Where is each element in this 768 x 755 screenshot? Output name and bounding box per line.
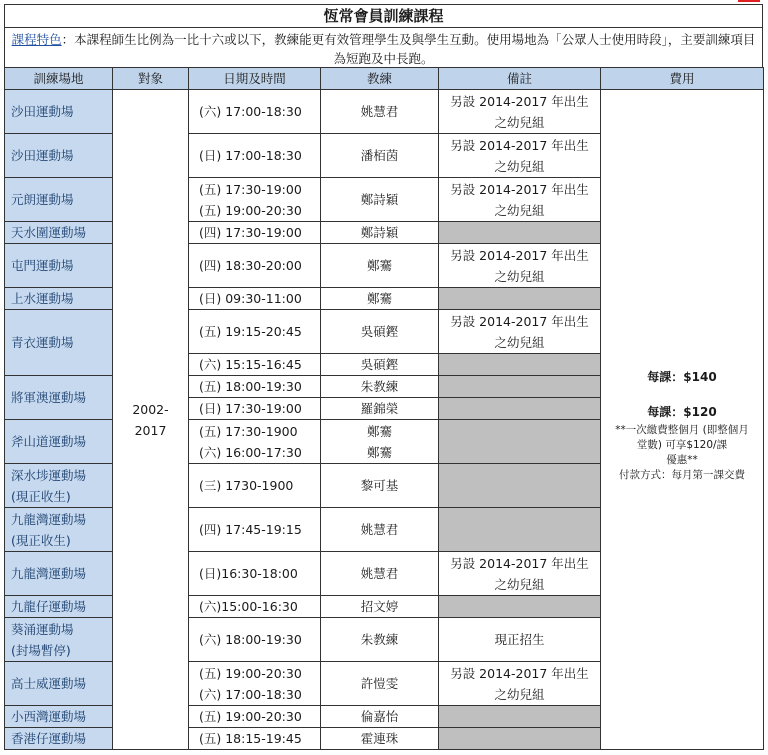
time-cell <box>189 354 321 376</box>
coach-cell <box>321 464 439 508</box>
page-title: 恆常會員訓練課程 <box>4 4 763 27</box>
venue-name: 小西灣運動場 <box>11 709 87 724</box>
time-cell <box>189 728 321 750</box>
intro-keyword: 課程特色 <box>11 32 62 47</box>
col-header-remark: 備註 <box>439 68 601 90</box>
remark-text: 之幼兒組 <box>494 334 545 350</box>
time-cell <box>189 134 321 178</box>
remark-text: 之幼兒組 <box>494 576 545 592</box>
venue-name: 斧山道運動場 <box>11 434 87 449</box>
remark-cell <box>439 134 601 178</box>
venue-name: (封場暫停) <box>11 642 71 658</box>
course-document <box>4 4 763 750</box>
session-time: (四) 17:45-19:15 <box>199 522 302 537</box>
remark-cell <box>439 244 601 288</box>
coach-cell <box>321 706 439 728</box>
fee-note: **一次繳費整個月 (即整個月 <box>615 423 749 436</box>
table-body <box>5 90 764 750</box>
venue-cell <box>5 662 113 706</box>
coach-name: 姚慧君 <box>360 522 399 537</box>
session-time: (五) 18:00-19:30 <box>199 379 302 394</box>
remark-cell <box>439 354 601 376</box>
coach-name: 吳碩鏗 <box>360 324 399 339</box>
venue-name: 九龍仔運動場 <box>11 599 87 614</box>
coach-name: 姚慧君 <box>360 104 399 119</box>
remark-text: 之幼兒組 <box>494 686 545 702</box>
venue-cell <box>5 310 113 376</box>
venue-cell <box>5 288 113 310</box>
coach-cell <box>321 618 439 662</box>
venue-cell <box>5 420 113 464</box>
col-header-venue: 訓練場地 <box>5 68 113 90</box>
venue-cell <box>5 134 113 178</box>
remark-text: 現正招生 <box>494 632 545 647</box>
remark-text: 另設 2014-2017 年出生 <box>450 181 589 197</box>
fee-cell <box>601 90 764 750</box>
time-cell <box>189 464 321 508</box>
session-time: (五) 17:30-19:00 <box>199 181 302 197</box>
venue-name: 深水埗運動場 <box>11 467 87 483</box>
remark-text: 另設 2014-2017 年出生 <box>450 665 589 681</box>
session-time: (日) 09:30-11:00 <box>199 291 302 306</box>
time-cell <box>189 222 321 244</box>
schedule-table <box>4 67 764 750</box>
coach-cell <box>321 420 439 464</box>
coach-name: 許愷雯 <box>360 676 399 691</box>
coach-name: 鄭詩穎 <box>360 192 399 207</box>
session-time: (六) 15:15-16:45 <box>199 357 302 372</box>
table-header-row <box>5 68 764 90</box>
venue-cell <box>5 552 113 596</box>
coach-cell <box>321 728 439 750</box>
venue-cell <box>5 508 113 552</box>
venue-name: (現正收生) <box>11 532 71 548</box>
coach-cell <box>321 134 439 178</box>
coach-name: 鄭騫 <box>366 258 392 273</box>
session-time: (六) 18:00-19:30 <box>199 632 302 647</box>
remark-text: 另設 2014-2017 年出生 <box>450 93 589 109</box>
time-cell <box>189 178 321 222</box>
coach-name: 鄭騫 <box>366 423 392 439</box>
time-cell <box>189 244 321 288</box>
coach-cell <box>321 90 439 134</box>
coach-name: 鄭騫 <box>366 444 392 460</box>
time-cell <box>189 552 321 596</box>
coach-name: 招文婷 <box>360 599 399 614</box>
venue-cell <box>5 90 113 134</box>
remark-text: 另設 2014-2017 年出生 <box>450 313 589 329</box>
remark-cell <box>439 90 601 134</box>
time-cell <box>189 376 321 398</box>
time-cell <box>189 508 321 552</box>
session-time: (四) 18:30-20:00 <box>199 258 302 273</box>
red-corner-mark <box>738 0 760 2</box>
coach-name: 羅錦榮 <box>360 401 399 416</box>
session-time: (五) 19:00-20:30 <box>199 202 302 218</box>
time-cell <box>189 90 321 134</box>
venue-name: 上水運動場 <box>11 291 74 306</box>
time-cell <box>189 420 321 464</box>
venue-cell <box>5 464 113 508</box>
fee-payment-note: 付款方式：每月第一課交費 <box>619 468 745 481</box>
venue-name: 九龍灣運動場 <box>11 511 87 527</box>
remark-cell <box>439 420 601 464</box>
target-years: 2017 <box>134 422 167 438</box>
coach-cell <box>321 596 439 618</box>
venue-name: 香港仔運動場 <box>11 731 87 746</box>
coach-name: 姚慧君 <box>360 566 399 581</box>
table-row <box>5 90 764 134</box>
venue-name: 青衣運動場 <box>11 335 74 350</box>
venue-name: 沙田運動場 <box>11 148 74 163</box>
venue-cell <box>5 222 113 244</box>
venue-name: 沙田運動場 <box>11 104 74 119</box>
remark-text: 之幼兒組 <box>494 114 545 130</box>
remark-cell <box>439 662 601 706</box>
target-years: 2002- <box>132 401 169 417</box>
coach-name: 朱教練 <box>360 379 399 394</box>
coach-cell <box>321 662 439 706</box>
fee-price-monthly: 每課：$120 <box>647 404 717 419</box>
remark-text: 之幼兒組 <box>494 202 545 218</box>
time-cell <box>189 618 321 662</box>
fee-note: 堂數) 可享$120/課 <box>636 438 728 451</box>
coach-cell <box>321 310 439 354</box>
coach-cell <box>321 552 439 596</box>
venue-cell <box>5 244 113 288</box>
venue-name: 葵涌運動場 <box>11 621 74 637</box>
venue-name: 九龍灣運動場 <box>11 566 87 581</box>
coach-cell <box>321 244 439 288</box>
coach-name: 霍連珠 <box>360 731 399 746</box>
coach-cell <box>321 222 439 244</box>
session-time: (六) 17:00-18:30 <box>199 104 302 119</box>
remark-cell <box>439 618 601 662</box>
remark-cell <box>439 310 601 354</box>
session-time: (五) 17:30-1900 <box>199 423 298 439</box>
session-time: (日) 17:30-19:00 <box>199 401 302 416</box>
col-header-coach: 教練 <box>321 68 439 90</box>
remark-cell <box>439 178 601 222</box>
coach-cell <box>321 376 439 398</box>
venue-cell <box>5 596 113 618</box>
venue-name: 屯門運動場 <box>11 258 74 273</box>
venue-cell <box>5 178 113 222</box>
venue-cell <box>5 618 113 662</box>
session-time: (六)15:00-16:30 <box>199 599 298 614</box>
coach-name: 鄭詩穎 <box>360 225 399 240</box>
coach-cell <box>321 508 439 552</box>
session-time: (四) 17:30-19:00 <box>199 225 302 240</box>
session-time: (日) 17:00-18:30 <box>199 148 302 163</box>
coach-cell <box>321 288 439 310</box>
venue-name: 高士威運動場 <box>11 676 87 691</box>
fee-note: 優惠** <box>666 453 698 466</box>
coach-name: 吳碩鏗 <box>360 357 399 372</box>
session-time: (六) 17:00-18:30 <box>199 686 302 702</box>
coach-name: 朱教練 <box>360 632 399 647</box>
coach-name: 黎可基 <box>360 478 399 493</box>
remark-text: 之幼兒組 <box>494 268 545 284</box>
remark-cell <box>439 288 601 310</box>
session-time: (三) 1730-1900 <box>199 478 294 493</box>
coach-cell <box>321 178 439 222</box>
remark-cell <box>439 398 601 420</box>
remark-text: 另設 2014-2017 年出生 <box>450 555 589 571</box>
time-cell <box>189 310 321 354</box>
session-time: (五) 19:00-20:30 <box>199 665 302 681</box>
coach-name: 鄭騫 <box>366 291 392 306</box>
venue-name: (現正收生) <box>11 488 71 504</box>
remark-text: 另設 2014-2017 年出生 <box>450 247 589 263</box>
fee-spacer <box>605 388 759 402</box>
remark-cell <box>439 508 601 552</box>
target-cell <box>113 90 189 750</box>
remark-text: 另設 2014-2017 年出生 <box>450 137 589 153</box>
time-cell <box>189 288 321 310</box>
remark-text: 之幼兒組 <box>494 158 545 174</box>
session-time: (六) 16:00-17:30 <box>199 444 302 460</box>
coach-cell <box>321 398 439 420</box>
venue-cell <box>5 728 113 750</box>
venue-cell <box>5 706 113 728</box>
remark-cell <box>439 464 601 508</box>
session-time: (五) 19:00-20:30 <box>199 709 302 724</box>
time-cell <box>189 596 321 618</box>
session-time: (五) 18:15-19:45 <box>199 731 302 746</box>
col-header-fee: 費用 <box>601 68 764 90</box>
venue-name: 天水圍運動場 <box>11 225 87 240</box>
remark-cell <box>439 376 601 398</box>
time-cell <box>189 706 321 728</box>
venue-name: 元朗運動場 <box>11 192 74 207</box>
coach-name: 倫嘉怡 <box>360 709 399 724</box>
venue-cell <box>5 376 113 420</box>
remark-cell <box>439 706 601 728</box>
time-cell <box>189 398 321 420</box>
session-time: (五) 19:15-20:45 <box>199 324 302 339</box>
coach-name: 潘栢茵 <box>360 148 399 163</box>
remark-cell <box>439 222 601 244</box>
col-header-target: 對象 <box>113 68 189 90</box>
remark-cell <box>439 552 601 596</box>
remark-cell <box>439 596 601 618</box>
coach-cell <box>321 354 439 376</box>
course-intro <box>4 27 763 67</box>
fee-price-standard: 每課：$140 <box>647 369 717 384</box>
time-cell <box>189 662 321 706</box>
intro-text: ：本課程師生比例為一比十六或以下，教練能更有效管理學生及與學生互動。使用場地為「公眾人士使用時段」，主要訓練項目為短跑及中長跑。 <box>61 32 756 66</box>
venue-name: 將軍澳運動場 <box>11 390 87 405</box>
col-header-time: 日期及時間 <box>189 68 321 90</box>
session-time: (日)16:30-18:00 <box>199 566 298 581</box>
remark-cell <box>439 728 601 750</box>
